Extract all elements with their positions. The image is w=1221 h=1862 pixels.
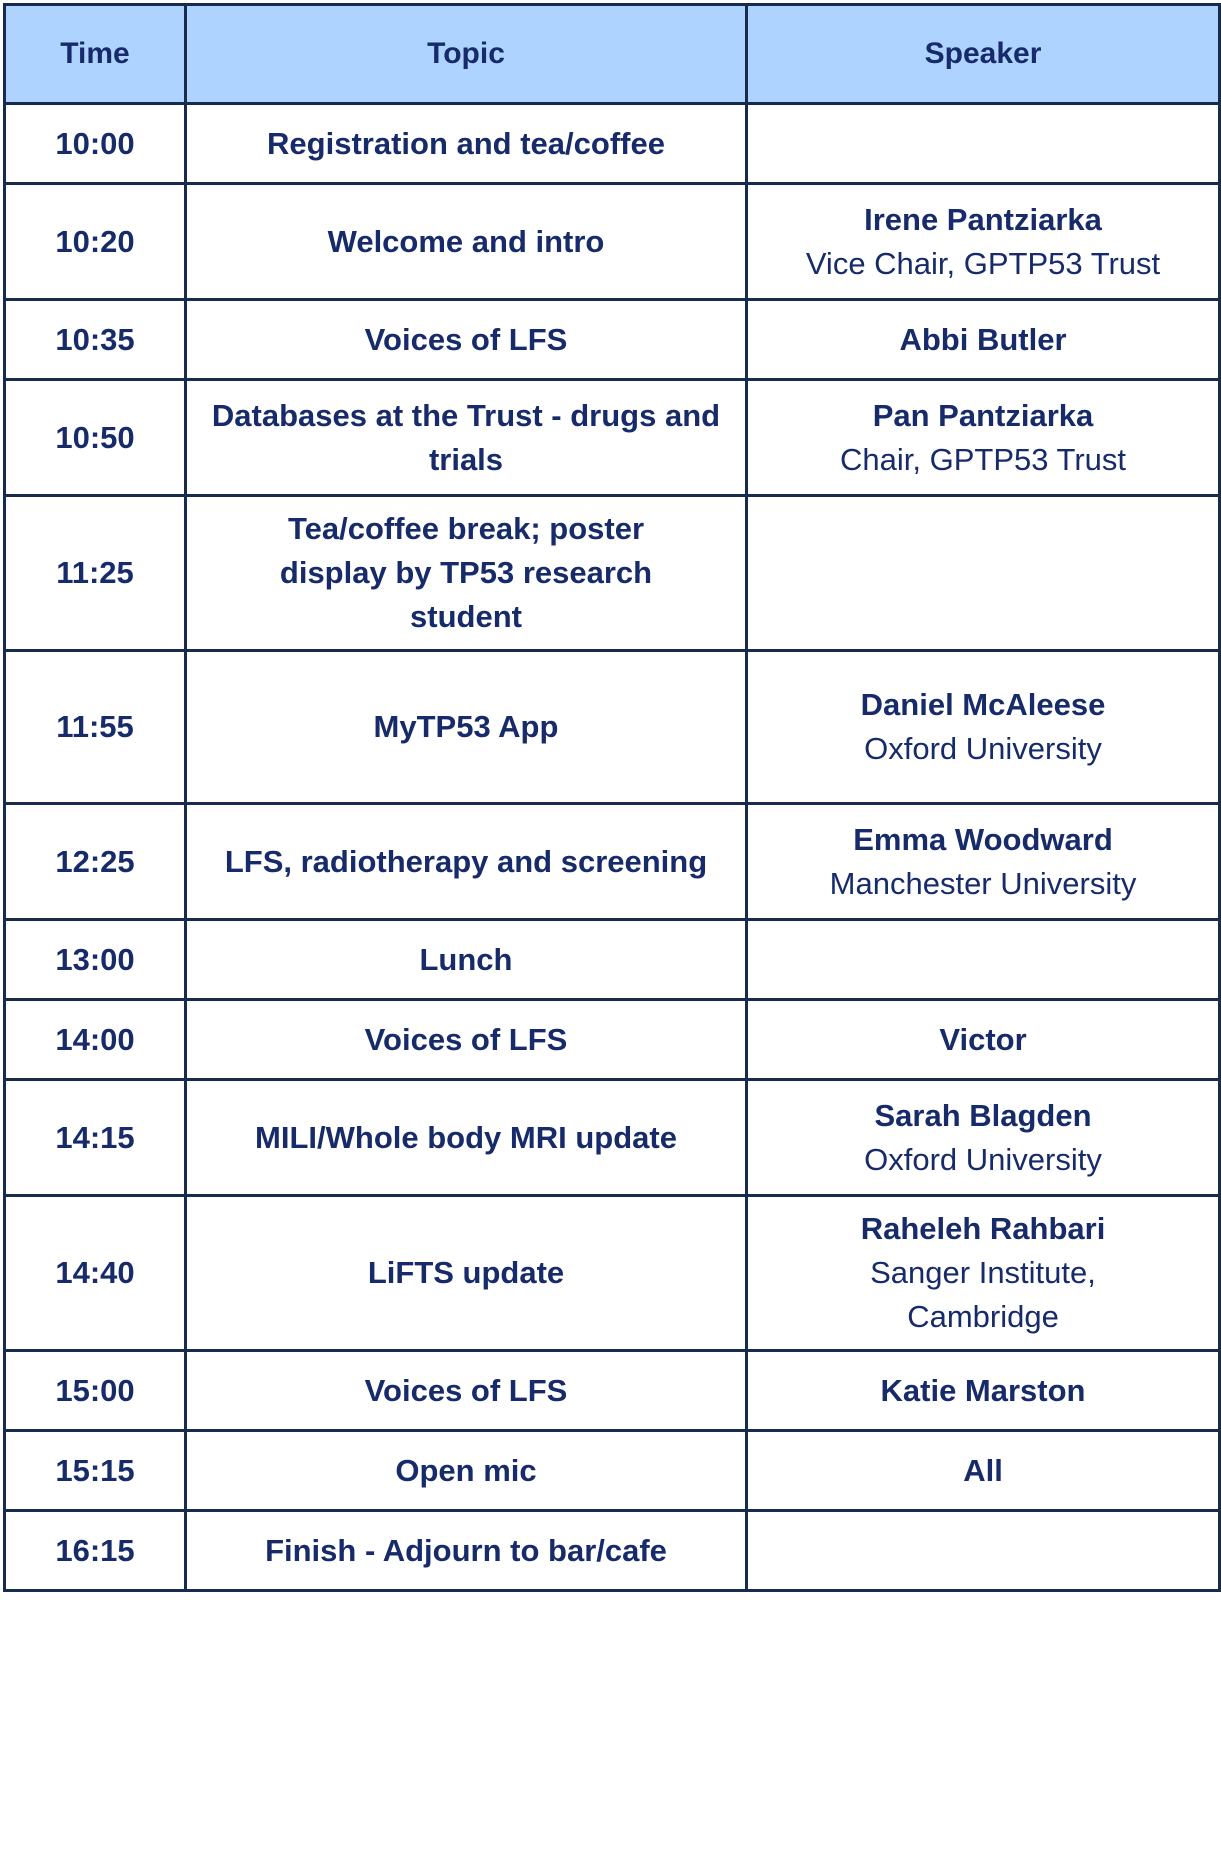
speaker-role: Oxford University	[864, 731, 1102, 766]
agenda-row	[5, 1511, 1220, 1591]
time-cell: 15:15	[5, 1431, 186, 1511]
speaker-name: Emma Woodward	[853, 821, 1113, 857]
speaker-cell	[747, 1431, 1220, 1511]
topic-cell: Lunch	[186, 920, 747, 1000]
agenda-row	[5, 184, 1220, 300]
topic-cell: Voices of LFS	[186, 1351, 747, 1431]
agenda-row	[5, 300, 1220, 380]
agenda-row	[5, 1000, 1220, 1080]
speaker-cell	[747, 1351, 1220, 1431]
time-cell: 16:15	[5, 1511, 186, 1591]
topic-cell: Tea/coffee break; poster display by TP53 research student	[186, 496, 747, 651]
speaker-cell	[747, 300, 1220, 380]
speaker-cell	[747, 496, 1220, 651]
speaker-cell	[747, 104, 1220, 184]
topic-cell: MILI/Whole body MRI update	[186, 1080, 747, 1196]
agenda-row	[5, 1080, 1220, 1196]
speaker-name: Pan Pantziarka	[872, 397, 1094, 433]
agenda-row	[5, 496, 1220, 651]
speaker-cell	[747, 1196, 1220, 1351]
speaker-cell	[747, 804, 1220, 920]
speaker-role: Chair, GPTP53 Trust	[840, 441, 1126, 477]
speaker-name: Daniel McAleese	[860, 687, 1106, 722]
time-cell: 11:55	[5, 651, 186, 804]
topic-cell: Voices of LFS	[186, 300, 747, 380]
speaker-role: Vice Chair, GPTP53 Trust	[805, 245, 1161, 281]
topic-cell: MyTP53 App	[186, 651, 747, 804]
time-cell: 14:00	[5, 1000, 186, 1080]
time-cell: 10:00	[5, 104, 186, 184]
time-cell: 14:15	[5, 1080, 186, 1196]
speaker-cell	[747, 651, 1220, 804]
time-cell: 14:40	[5, 1196, 186, 1351]
agenda-row	[5, 1196, 1220, 1351]
speaker-cell	[747, 380, 1220, 496]
topic-cell: LFS, radiotherapy and screening	[186, 804, 747, 920]
topic-cell: Open mic	[186, 1431, 747, 1511]
speaker-cell	[747, 184, 1220, 300]
agenda-table	[3, 3, 1221, 1592]
agenda-row	[5, 920, 1220, 1000]
header-topic: Topic	[186, 5, 747, 104]
speaker-role: Oxford University	[864, 1141, 1102, 1177]
speaker-name: Raheleh Rahbari	[860, 1211, 1106, 1246]
speaker-name: Katie Marston	[880, 1372, 1086, 1408]
time-cell: 12:25	[5, 804, 186, 920]
agenda-row	[5, 380, 1220, 496]
agenda-row	[5, 1431, 1220, 1511]
speaker-role: Sanger Institute, Cambridge	[870, 1255, 1096, 1334]
speaker-cell	[747, 920, 1220, 1000]
speaker-name: Sarah Blagden	[874, 1097, 1092, 1133]
header-time: Time	[5, 5, 186, 104]
speaker-role: Manchester University	[829, 865, 1137, 901]
time-cell: 11:25	[5, 496, 186, 651]
agenda-header	[5, 5, 1220, 104]
topic-cell: Voices of LFS	[186, 1000, 747, 1080]
time-cell: 13:00	[5, 920, 186, 1000]
agenda-row	[5, 104, 1220, 184]
speaker-name: Abbi Butler	[899, 321, 1067, 357]
topic-cell: LiFTS update	[186, 1196, 747, 1351]
topic-cell: Registration and tea/coffee	[186, 104, 747, 184]
header-speaker: Speaker	[747, 5, 1220, 104]
time-cell: 10:35	[5, 300, 186, 380]
agenda-row	[5, 1351, 1220, 1431]
speaker-cell	[747, 1080, 1220, 1196]
topic-cell: Databases at the Trust - drugs and trials	[186, 380, 747, 496]
speaker-cell	[747, 1000, 1220, 1080]
topic-cell: Finish - Adjourn to bar/cafe	[186, 1511, 747, 1591]
speaker-name: All	[963, 1452, 1003, 1488]
time-cell: 15:00	[5, 1351, 186, 1431]
agenda-row	[5, 804, 1220, 920]
speaker-name: Victor	[939, 1021, 1027, 1057]
agenda-row	[5, 651, 1220, 804]
time-cell: 10:20	[5, 184, 186, 300]
topic-cell: Welcome and intro	[186, 184, 747, 300]
speaker-name: Irene Pantziarka	[864, 201, 1102, 237]
time-cell: 10:50	[5, 380, 186, 496]
speaker-cell	[747, 1511, 1220, 1591]
